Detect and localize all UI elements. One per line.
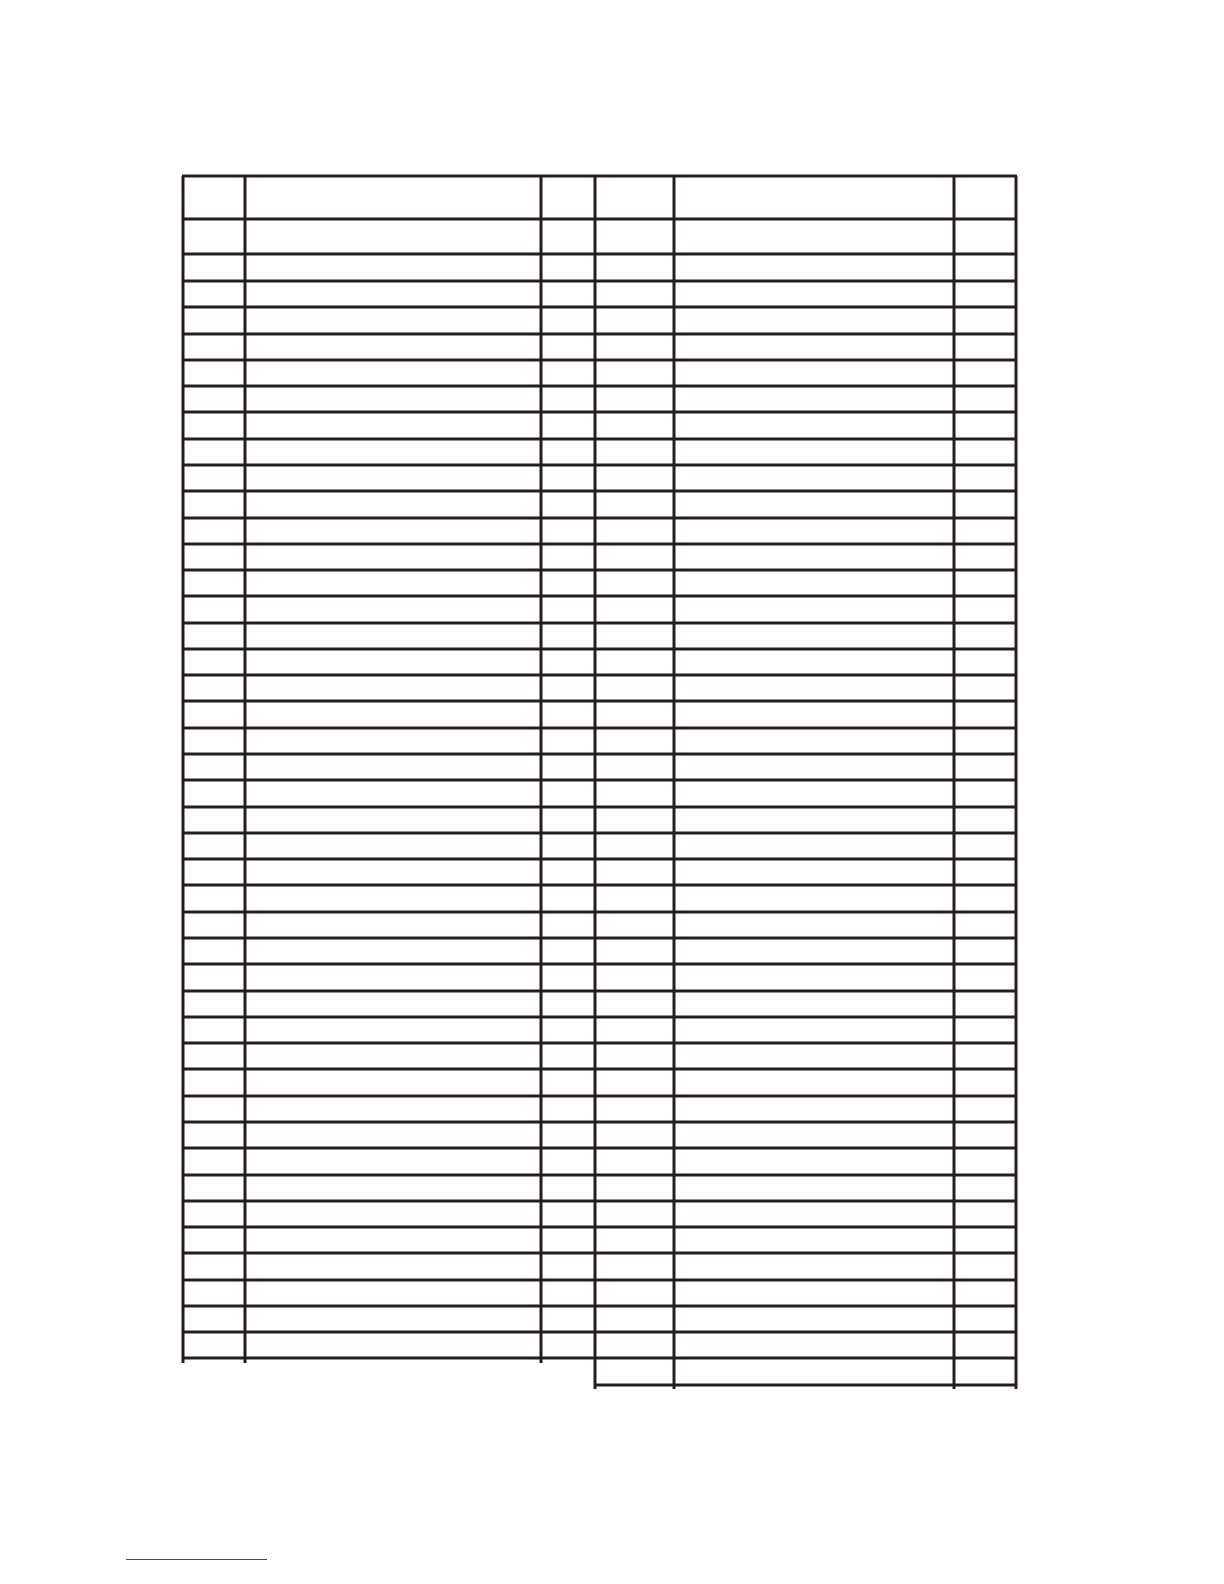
footnote-rule [126, 1559, 267, 1560]
